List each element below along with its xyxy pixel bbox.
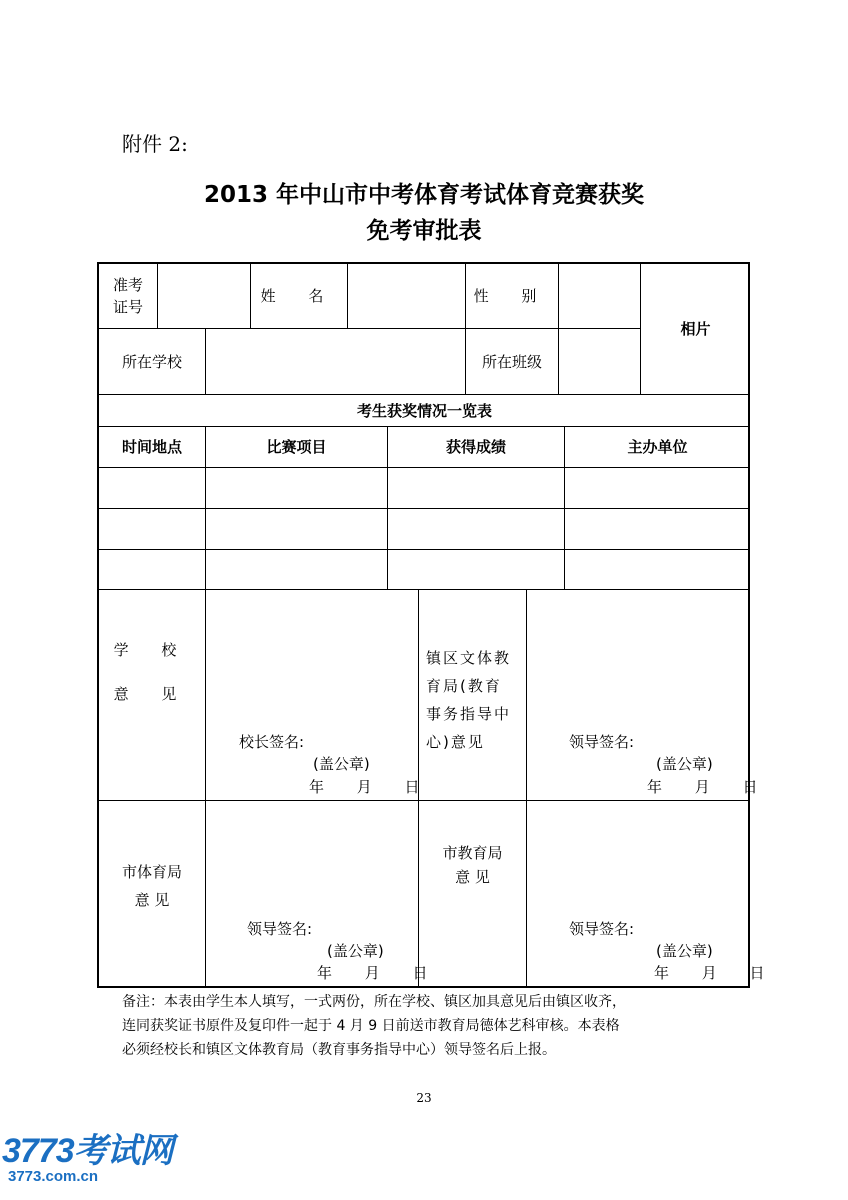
stamp-note-school: (盖公章): [313, 755, 370, 773]
leader-signature-edu: 领导签名:: [569, 920, 635, 938]
city-edu-opinion-label: 市教育局 意 见: [442, 843, 503, 886]
form-title-line1: 2013 年中山市中考体育考试体育竞赛获奖: [203, 182, 645, 208]
date-sports: 年 月 日: [317, 964, 442, 982]
stamp-note-town: (盖公章): [656, 755, 713, 773]
city-sports-opinion-label: 市体育局 意 见: [121, 862, 182, 909]
name-value: [348, 264, 465, 328]
logo-brand: 3773考试网: [2, 1132, 173, 1170]
col-header-time-place: 时间地点: [121, 438, 182, 456]
name-label: 姓 名: [260, 287, 338, 305]
logo-url: 3773.com.cn: [8, 1168, 99, 1185]
gender-value: [559, 264, 640, 328]
note-line-1: 备注：本表由学生本人填写，一式两份，所在学校、镇区加具意见后由镇区收齐，: [122, 994, 626, 1010]
leader-signature-sports: 领导签名:: [247, 920, 313, 938]
gender-label: 性 别: [473, 287, 551, 305]
note-line-3: 必须经校长和镇区文体教育局（教育事务指导中心）领导签名后上报。: [122, 1042, 556, 1058]
class-label: 所在班级: [481, 352, 542, 371]
awards-section-title: 考生获奖情况一览表: [356, 401, 492, 420]
exam-number-label: 准考 证号: [112, 276, 143, 316]
site-logo: [2, 1133, 173, 1185]
class-value: [559, 329, 640, 394]
form-title-line2: 免考审批表: [366, 218, 482, 244]
col-header-event: 比赛项目: [266, 438, 327, 456]
town-bureau-opinion-label: 镇区文体教 育局(教育 事务指导中 心)意见: [426, 649, 512, 751]
school-label: 所在学校: [121, 352, 182, 371]
exam-number-value: [158, 264, 250, 328]
leader-signature-town: 领导签名:: [569, 733, 635, 751]
date-school: 年 月 日: [309, 778, 434, 796]
school-opinion-label: 学 校 意 见: [113, 641, 191, 703]
col-header-result: 获得成绩: [445, 438, 506, 456]
stamp-note-sports: (盖公章): [327, 942, 384, 960]
principal-signature-label: 校长签名:: [239, 733, 305, 751]
form-notes: [122, 990, 742, 1062]
date-edu: 年 月 日: [654, 964, 779, 982]
note-line-2: 连同获奖证书原件及复印件一起于 4 月 9 日前送市教育局德体艺科审核。本表格: [122, 1018, 620, 1034]
page-number: 23: [416, 1091, 432, 1105]
stamp-note-edu: (盖公章): [656, 942, 713, 960]
school-value: [206, 329, 465, 394]
attachment-label: 附件 2:: [122, 132, 188, 156]
approval-form-table: [97, 262, 779, 988]
date-town: 年 月 日: [647, 778, 772, 796]
col-header-organizer: 主办单位: [627, 438, 688, 456]
photo-box: 相片: [680, 320, 711, 338]
